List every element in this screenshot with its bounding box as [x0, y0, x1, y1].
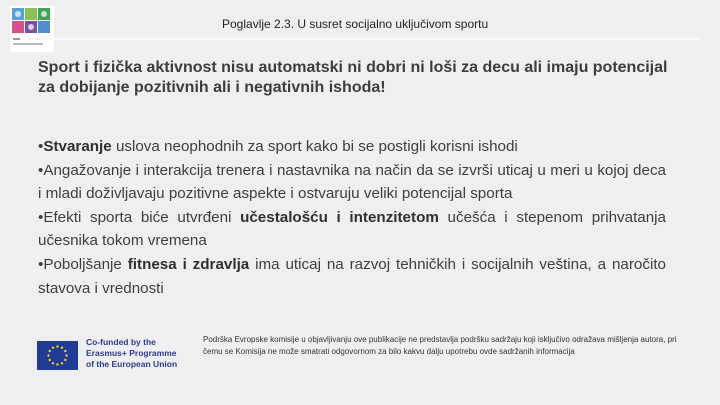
- bullet-text: ima uticaj na razvoj tehničkih i socijalnih veština, a naročito stavova i vrednosti: [38, 255, 667, 297]
- eu-flag-icon: [37, 341, 78, 370]
- bullet-item-1: [38, 135, 666, 159]
- lead-statement: Sport i fizička aktivnost nisu automatski ni dobri ni loši za decu ali imaju potencijal za dobijanje pozitivnih ali i negativnih ishoda!: [38, 59, 668, 96]
- eu-line-2: Erasmus+ Programme: [86, 348, 177, 358]
- bullet-text: učešća i stepenom prihvatanja učesnika tokom vremena: [38, 208, 667, 250]
- page-title: Poglavlje 2.3. U susret socijalno uključivom sportu: [222, 17, 489, 31]
- bullet-text: uslova neophodnih za sport kako bi se postigli korisni ishodi: [111, 138, 518, 155]
- eu-line-1: Co-funded by the: [86, 337, 156, 347]
- bullet-item-3: [38, 206, 666, 253]
- bullet-bold: Stvaranje: [43, 138, 112, 155]
- eu-cofunded-label: [86, 337, 177, 370]
- bullet-list: [38, 135, 666, 300]
- bullet-text: Poboljšanje: [43, 255, 128, 273]
- bullet-marker: •: [38, 208, 44, 226]
- bullet-text: Efekti sporta biće utvrđeni: [43, 208, 241, 226]
- project-logo: [10, 6, 54, 52]
- bullet-text: Angažovanje i interakcija trenera i nastavnika na način da se izvrši uticaj u meri u kojoj deca i mladi doživljavaju pozitivne aspekte i ostvaruju veliki potencijal sporta: [38, 161, 666, 203]
- bullet-item-4: [38, 253, 666, 300]
- bullet-marker: •: [38, 161, 44, 179]
- bullet-marker: •: [38, 255, 44, 273]
- bullet-marker: •: [38, 138, 44, 155]
- bullet-item-2: [38, 159, 666, 206]
- bullet-bold: fitnesa i zdravlja: [127, 255, 250, 273]
- bullet-bold: učestalošću i intenzitetom: [240, 208, 439, 226]
- eu-disclaimer: Podrška Evropske komisije u objavljivanju ove publikacije ne predstavlja podršku sadržaju koji isključivo odražava mišljenja autora, pri čemu se Komisija ne može smatrati odgovornom za bilo kakvu dalju upotrebu ovde sadržanih informacija: [203, 335, 677, 356]
- header-divider: [20, 38, 700, 40]
- eu-line-3: of the European Union: [86, 359, 178, 369]
